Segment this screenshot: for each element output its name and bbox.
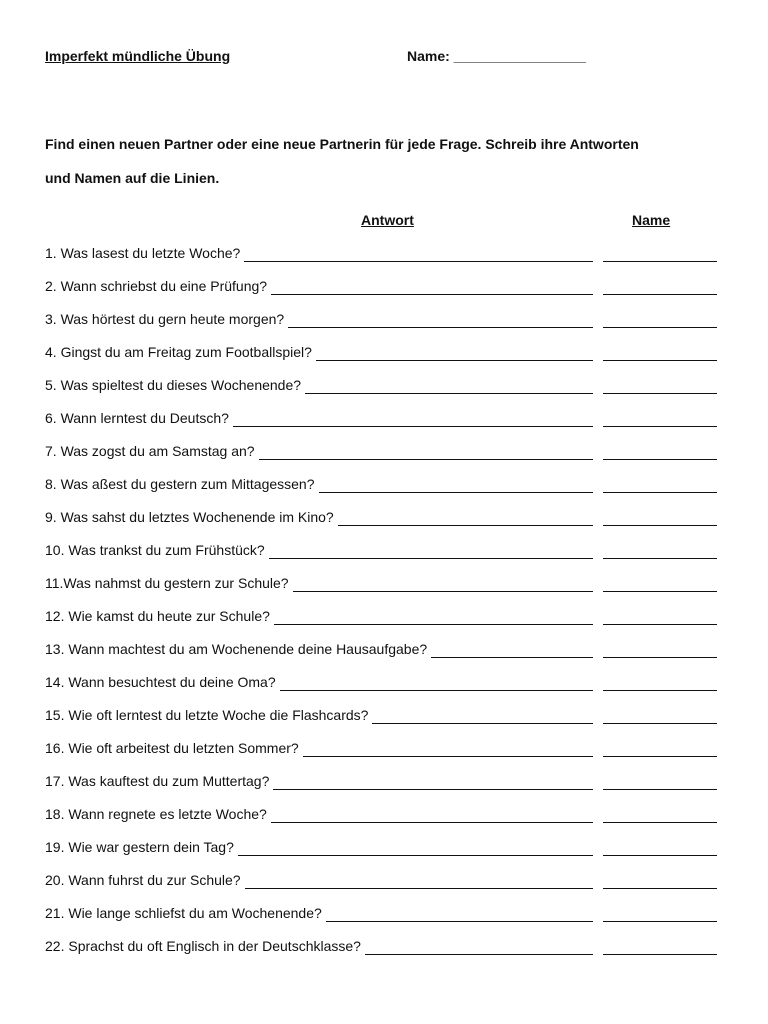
name-line[interactable] (603, 492, 717, 493)
question-row (45, 608, 745, 630)
answer-line[interactable] (238, 855, 593, 856)
question-text: 3. Was hörtest du gern heute morgen? (45, 311, 285, 327)
name-line[interactable] (603, 360, 717, 361)
column-header-answer: Antwort (361, 212, 414, 228)
question-text: 11.Was nahmst du gestern zur Schule? (45, 575, 289, 591)
name-line[interactable] (603, 723, 717, 724)
name-line[interactable] (603, 558, 717, 559)
question-text: 20. Wann fuhrst du zur Schule? (45, 872, 241, 888)
answer-line[interactable] (365, 954, 593, 955)
answer-line[interactable] (372, 723, 593, 724)
name-line[interactable] (603, 789, 717, 790)
answer-line[interactable] (269, 558, 593, 559)
question-row (45, 938, 745, 960)
question-row (45, 476, 745, 498)
answer-line[interactable] (271, 294, 593, 295)
answer-line[interactable] (245, 888, 593, 889)
question-text: 13. Wann machtest du am Wochenende deine Hausaufgabe? (45, 641, 428, 657)
question-row (45, 245, 745, 267)
question-text: 19. Wie war gestern dein Tag? (45, 839, 234, 855)
question-text: 10. Was trankst du zum Frühstück? (45, 542, 265, 558)
instructions-line-2: und Namen auf die Linien. (45, 170, 220, 186)
question-row (45, 806, 745, 828)
question-text: 21. Wie lange schliefst du am Wochenende? (45, 905, 322, 921)
question-text: 2. Wann schriebst du eine Prüfung? (45, 278, 268, 294)
question-text: 22. Sprachst du oft Englisch in der Deutschklasse? (45, 938, 361, 954)
answer-line[interactable] (316, 360, 593, 361)
question-row (45, 773, 745, 795)
answer-line[interactable] (288, 327, 593, 328)
question-row (45, 443, 745, 465)
question-text: 6. Wann lerntest du Deutsch? (45, 410, 229, 426)
question-row (45, 707, 745, 729)
question-text: 4. Gingst du am Freitag zum Footballspiel? (45, 344, 312, 360)
question-text: 15. Wie oft lerntest du letzte Woche die Flashcards? (45, 707, 369, 723)
answer-line[interactable] (244, 261, 593, 262)
worksheet-title: Imperfekt mündliche Übung (45, 48, 231, 64)
name-line[interactable] (603, 888, 717, 889)
name-line[interactable] (603, 624, 717, 625)
question-row (45, 839, 745, 861)
question-row (45, 509, 745, 531)
name-line[interactable] (603, 591, 717, 592)
answer-line[interactable] (326, 921, 593, 922)
question-row (45, 905, 745, 927)
student-name-field[interactable]: Name: _________________ (407, 48, 587, 64)
question-text: 16. Wie oft arbeitest du letzten Sommer? (45, 740, 299, 756)
question-row (45, 311, 745, 333)
name-line[interactable] (603, 327, 717, 328)
question-text: 17. Was kauftest du zum Muttertag? (45, 773, 270, 789)
question-text: 12. Wie kamst du heute zur Schule? (45, 608, 270, 624)
answer-line[interactable] (303, 756, 593, 757)
question-row (45, 674, 745, 696)
name-line[interactable] (603, 921, 717, 922)
question-row (45, 872, 745, 894)
name-line[interactable] (603, 261, 717, 262)
answer-line[interactable] (273, 789, 593, 790)
question-text: 18. Wann regnete es letzte Woche? (45, 806, 267, 822)
instructions-line-1: Find einen neuen Partner oder eine neue Partnerin für jede Frage. Schreib ihre Antworten (45, 136, 639, 152)
question-row (45, 344, 745, 366)
answer-line[interactable] (233, 426, 593, 427)
name-line[interactable] (603, 525, 717, 526)
answer-line[interactable] (305, 393, 593, 394)
question-text: 5. Was spieltest du dieses Wochenende? (45, 377, 302, 393)
answer-line[interactable] (280, 690, 593, 691)
question-row (45, 641, 745, 663)
question-text: 7. Was zogst du am Samstag an? (45, 443, 255, 459)
name-line[interactable] (603, 756, 717, 757)
name-line[interactable] (603, 426, 717, 427)
answer-line[interactable] (271, 822, 593, 823)
question-row (45, 410, 745, 432)
column-header-name: Name (632, 212, 671, 228)
answer-line[interactable] (274, 624, 593, 625)
answer-line[interactable] (259, 459, 593, 460)
name-line[interactable] (603, 822, 717, 823)
question-text: 1. Was lasest du letzte Woche? (45, 245, 241, 261)
question-text: 14. Wann besuchtest du deine Oma? (45, 674, 276, 690)
question-text: 8. Was aßest du gestern zum Mittagessen? (45, 476, 315, 492)
answer-line[interactable] (319, 492, 593, 493)
name-line[interactable] (603, 954, 717, 955)
name-line[interactable] (603, 657, 717, 658)
name-line[interactable] (603, 690, 717, 691)
answer-line[interactable] (293, 591, 593, 592)
name-line[interactable] (603, 294, 717, 295)
answer-line[interactable] (338, 525, 593, 526)
question-row (45, 740, 745, 762)
question-row (45, 377, 745, 399)
name-line[interactable] (603, 855, 717, 856)
question-text: 9. Was sahst du letztes Wochenende im Kino? (45, 509, 334, 525)
question-row (45, 575, 745, 597)
question-row (45, 278, 745, 300)
name-line[interactable] (603, 459, 717, 460)
question-row (45, 542, 745, 564)
answer-line[interactable] (431, 657, 593, 658)
name-line[interactable] (603, 393, 717, 394)
